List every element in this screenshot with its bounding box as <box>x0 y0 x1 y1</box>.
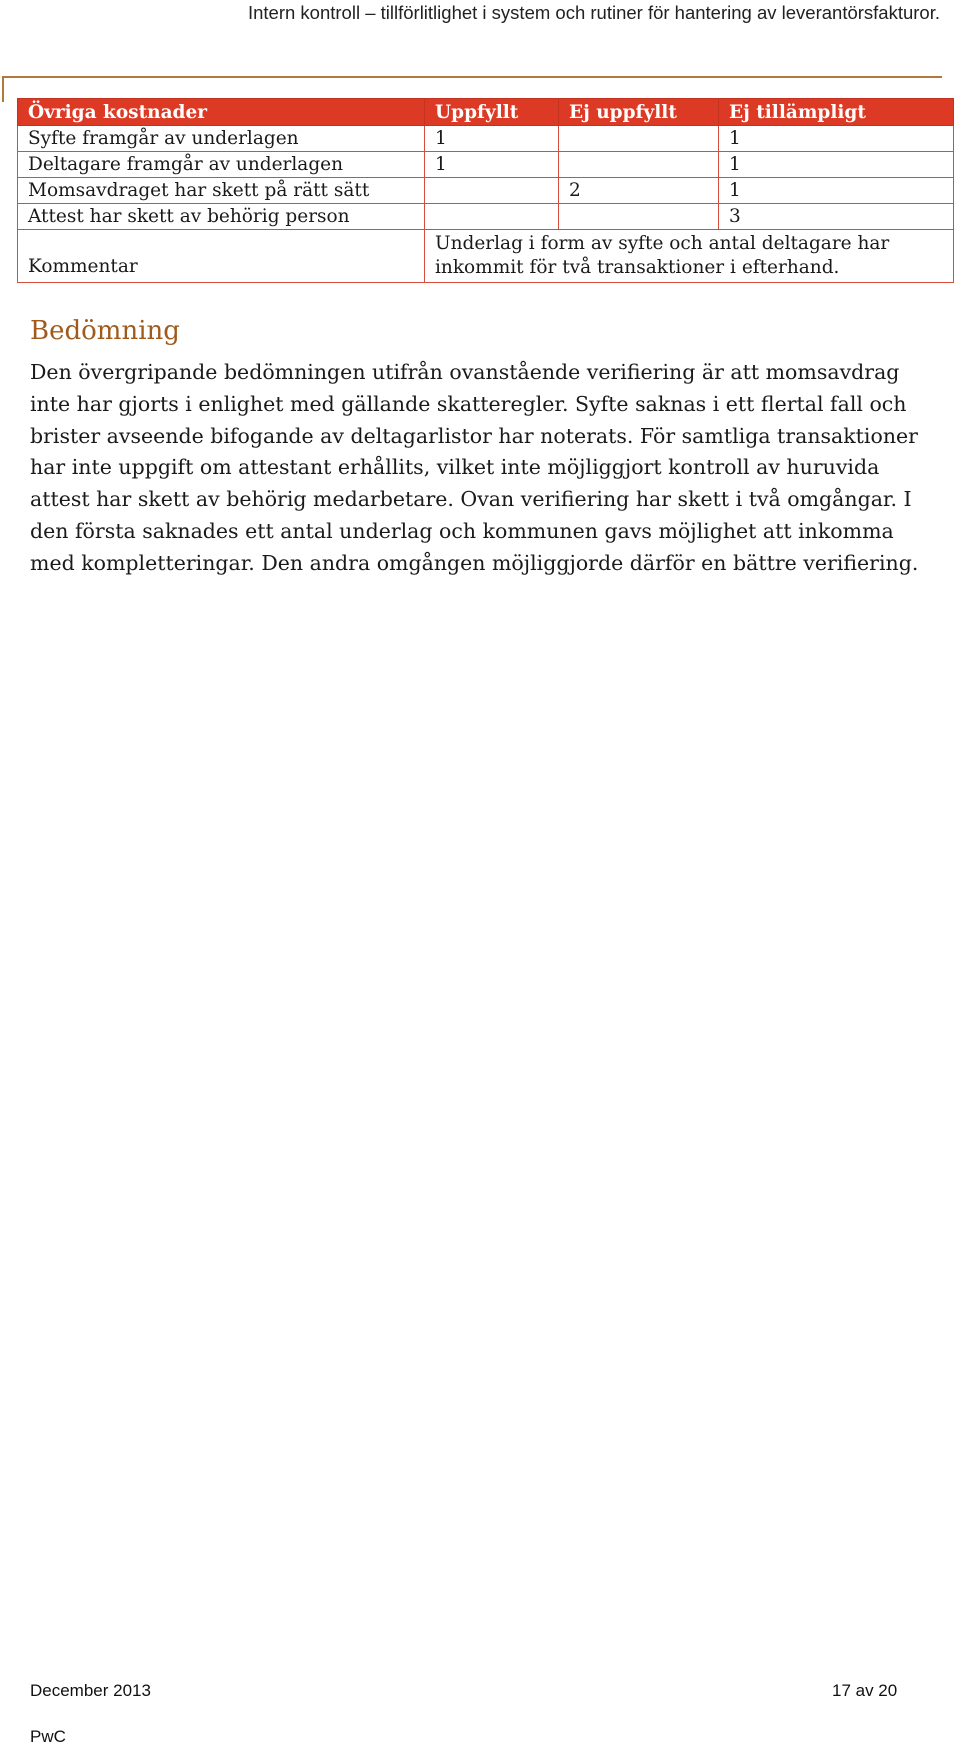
footer-page-number: 17 av 20 <box>832 1681 898 1700</box>
cell-ej-tillampligt: 1 <box>719 126 954 152</box>
comment-text: Underlag i form av syfte och antal deltagare har inkommit för två transaktioner i efterhand. <box>425 230 954 283</box>
cell-ej-tillampligt: 1 <box>719 152 954 178</box>
table-row <box>18 204 954 230</box>
row-label: Momsavdraget har skett på rätt sätt <box>18 178 425 204</box>
column-header-uppfyllt: Uppfyllt <box>425 99 559 126</box>
cell-uppfyllt: 1 <box>425 152 559 178</box>
cell-uppfyllt <box>425 204 559 230</box>
row-label: Deltagare framgår av underlagen <box>18 152 425 178</box>
cell-uppfyllt: 1 <box>425 126 559 152</box>
cell-ej-uppfyllt <box>559 126 719 152</box>
cell-ej-uppfyllt <box>559 152 719 178</box>
footer-date: December 2013 <box>30 1681 151 1700</box>
document-header-title: Intern kontroll – tillförlitlighet i system och rutiner för hantering av leverantörsfakturor. <box>247 2 940 23</box>
cell-ej-tillampligt: 3 <box>719 204 954 230</box>
table-row <box>18 178 954 204</box>
column-header-category: Övriga kostnader <box>18 99 425 126</box>
header-divider-tick <box>2 76 4 102</box>
table-row <box>18 152 954 178</box>
cell-uppfyllt <box>425 178 559 204</box>
cell-ej-tillampligt: 1 <box>719 178 954 204</box>
cost-verification-table <box>17 98 954 283</box>
section-heading: Bedömning <box>30 316 180 346</box>
comment-label: Kommentar <box>18 230 425 283</box>
cell-ej-uppfyllt: 2 <box>559 178 719 204</box>
table-header-row <box>18 99 954 126</box>
table-row <box>18 126 954 152</box>
footer-brand: PwC <box>30 1727 66 1746</box>
comment-row <box>18 230 954 283</box>
cell-ej-uppfyllt <box>559 204 719 230</box>
header-divider <box>2 76 942 78</box>
column-header-ej-uppfyllt: Ej uppfyllt <box>559 99 719 126</box>
row-label: Syfte framgår av underlagen <box>18 126 425 152</box>
column-header-ej-tillampligt: Ej tillämpligt <box>719 99 954 126</box>
row-label: Attest har skett av behörig person <box>18 204 425 230</box>
assessment-paragraph: Den övergripande bedömningen utifrån ovanstående verifiering är att momsavdrag inte har gjorts i enlighet med gällande skatteregler. Syfte saknas i ett flertal fall och brister avseende bifogande av deltagarlistor har noterats. För samtliga transaktioner har inte uppgift om attestant erhållits, vilket inte möjliggjort kontroll av huruvida attest har skett av behörig medarbetare. Ovan verifiering har skett i två omgångar. I den första saknades ett antal underlag och kommunen gavs möjlighet att inkomma med kompletteringar. Den andra omgången möjliggjorde därför en bättre verifiering. <box>30 360 919 575</box>
